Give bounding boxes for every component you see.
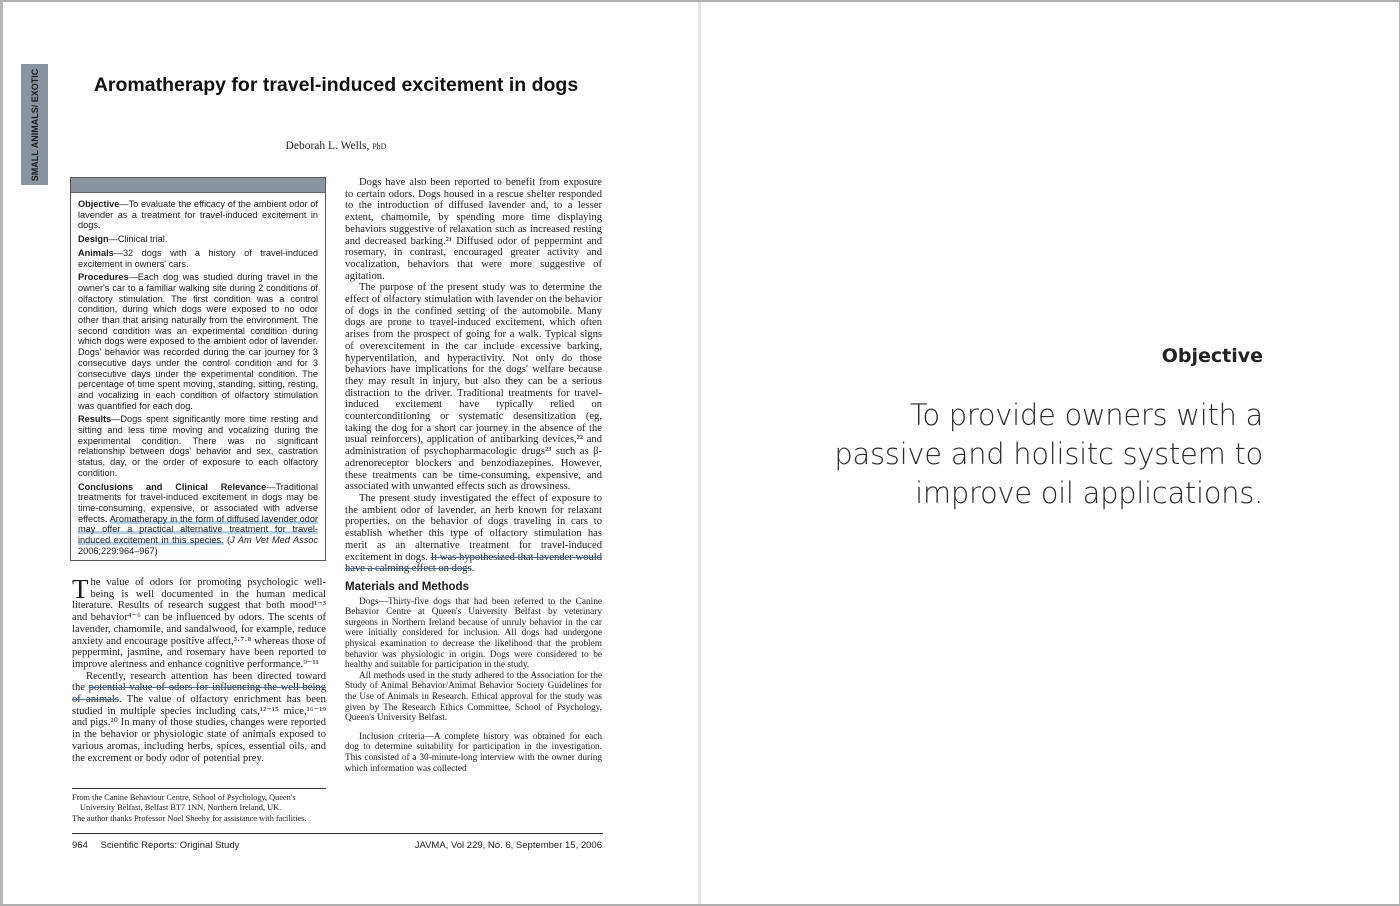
footer-left (72, 840, 239, 851)
paragraph: Dogs have also been reported to benefit from exposure to certain odors. Dogs housed in a rescue shelter responded to the introduction of diffused lavender and, to a lesser extent, chamomile, by spending more time displaying behaviors suggestive of relaxation such as increased resting and decreased barking.²¹ Diffused odor of peppermint and rosemary, in contrast, encouraged greater activity and vocalization, behaviors that were more suggestive of agitation. (345, 177, 602, 282)
paragraph: All methods used in the study adhered to the Association for the Study of Animal Behavior/Animal Behavior Society Guidelines for the Use of Animals in Research. Ethical approval for the study was given by The Research Ethics Committee, School of Psychology, Queen's University Belfast. (345, 670, 602, 724)
footer-section: Scientific Reports: Original Study (100, 840, 240, 851)
objective-heading: Objective (1161, 345, 1263, 367)
footnote: From the Canine Behaviour Centre, School of Psychology, Queen's University Belfast, Belfast BT7 1NN, Northern Ireland, UK. The author thanks Professor Noel Sheehy for assistance with facilities. (72, 793, 307, 823)
abstract-results: Results—Dogs spent significantly more time resting and sitting and less time moving and vocalizing during the experimental condition. There was no significant relationship between dogs' behavior and sex, castration status, day, or the order of exposure to each olfactory condition. (78, 414, 318, 478)
author-degree: PhD (372, 142, 387, 151)
section-tab (21, 64, 48, 185)
footer-journal: JAVMA, Vol 229, No. 6, September 15, 2006 (414, 840, 602, 851)
page-number: 964 (72, 840, 88, 851)
abstract-conclusions: Conclusions and Clinical Relevance—Traditional treatments for travel-induced excitement in dogs may be time-consuming, expensive, or associated with adverse effects. Aromatherapy in the form of diffused lavender odor may offer a practical alternative treatment for travel-induced excitement in this species. (J Am Vet Med Assoc 2006;229:964–967) (78, 481, 318, 556)
body-column-left (72, 574, 326, 764)
paragraph: The purpose of the present study was to determine the effect of olfactory stimulation with lavender on the behavior of dogs in the confined setting of the automobile. Many dogs are prone to travel-induced excitement, which often arises from the prospect of going for a walk. Typical signs of overexcitement in the car include excessive barking, hyperventilation, and hyperactivity. Not only do those behaviors have implications for the dogs' welfare because they may result in injury, but also they can be a serious distraction to the driver. Traditional treatments for travel-induced excitement have typically relied on counterconditioning or systematic desensitization (eg, taking the dog for a short car journey in the absence of the usual reinforcers), application of antibarking devices,²² and administration of psychopharmacologic drugs²³ such as β-adrenoreceptor blockers and benzodiazepines. However, these treatments can be time-consuming, expensive, and associated with unwanted effects such as drowsiness. (345, 282, 602, 493)
abstract-animals: Animals—32 dogs with a history of travel-induced excitement in owners' cars. (78, 247, 318, 269)
footer-rule (72, 833, 603, 834)
intro-paragraph: The value of odors for promoting psychologic well-being is well documented in the human medical literature. Results of research suggest that both mood¹⁻³ and behavior⁴⁻⁶ can be influenced by odors. The scents of lavender, chamomile, and sandalwood, for example, reduce anxiety and encourage positive affect,³·⁷·⁸ whereas those of peppermint, jasmine, and rosemary have been reported to improve alertness and enhance cognitive performance.⁹⁻¹¹ (72, 574, 326, 670)
footnote-rule (72, 788, 326, 789)
marked-text: It was hypothesized that lavender would have a calming effect on dogs (345, 551, 602, 575)
abstract-header-bar (71, 178, 325, 193)
paragraph: Recently, research attention has been directed toward the potential value of odors for influencing the well-being of animals. The value of olfactory enrichment has been studied in multiple species including cats,¹²⁻¹⁵ mice,¹⁶⁻¹⁹ and pigs.²⁰ In many of those studies, changes were reported in the behavior or physiologic state of animals exposed to various aromas, including herbs, spices, essential oils, and the excrement or body odor of potential prey. (72, 670, 326, 764)
marked-text: potential value of odors for influencing the well-being of animals (72, 682, 326, 706)
highlighted-text: Aromatherapy in the form of diffused lavender odor may offer a practical alternative treatment for travel-induced excitement in this species. (78, 513, 318, 546)
article-title: Aromatherapy for travel-induced excitement in dogs (93, 74, 579, 96)
paragraph: Inclusion criteria—A complete history was obtained for each dog to determine suitability for participation in the investigation. This consisted of a 30-minute-long interview with the owner during which information was collected (345, 731, 602, 774)
author-name: Deborah L. Wells, (285, 140, 370, 152)
drop-cap: T (72, 574, 89, 604)
author-line (70, 140, 602, 152)
abstract-objective: Objective—To evaluate the efficacy of the ambient odor of lavender as a treatment for travel-induced excitement in dogs. (78, 199, 318, 231)
abstract-box (70, 177, 326, 561)
objective-statement: To provide owners with a passive and holisitc system to improve oil applications. (834, 398, 1263, 510)
abstract-procedures: Procedures—Each dog was studied during travel in the owner's car to a familiar walking site during 2 conditions of olfactory stimulation. The first condition was a control condition, during which dogs were exposed to no odor other than that arising naturally from the environment. The second condition was an experimental condition during which dogs were exposed to the ambient odor of lavender. Dogs' behavior was recorded during the car journey for 3 consecutive days under the control condition and for 3 consecutive days under the experimental condition. The percentage of time spent moving, standing, sitting, resting, and vocalizing in each condition of olfactory stimulation was quantified for each dog. (78, 272, 318, 411)
section-heading: Materials and Methods (345, 580, 469, 593)
paragraph: Dogs—Thirty-five dogs that had been referred to the Canine Behavior Centre at Queen's University Belfast by veterinary surgeons in Northern Ireland because of unruly behavior in the car were initially considered for inclusion. All dogs had undergone physical examination to decrease the likelihood that the problem behavior was physiologic in origin. Dogs were considered to be healthy and suitable for participation in the study. (345, 596, 602, 671)
article-page (0, 0, 698, 906)
section-tab-label: SMALL ANIMALS/ EXOTIC (29, 68, 40, 181)
body-column-right (345, 177, 602, 774)
objective-page (701, 0, 1400, 906)
paragraph: The present study investigated the effect of exposure to the ambient odor of lavender, an herb known for relaxant properties, on the behavior of dogs traveling in cars to establish whether this type of olfactory stimulation has merit as an alternative treatment for travel-induced excitement in dogs. It was hypothesized that lavender would have a calming effect on dogs. (345, 492, 602, 575)
abstract-design: Design—Clinical trial. (78, 234, 168, 245)
